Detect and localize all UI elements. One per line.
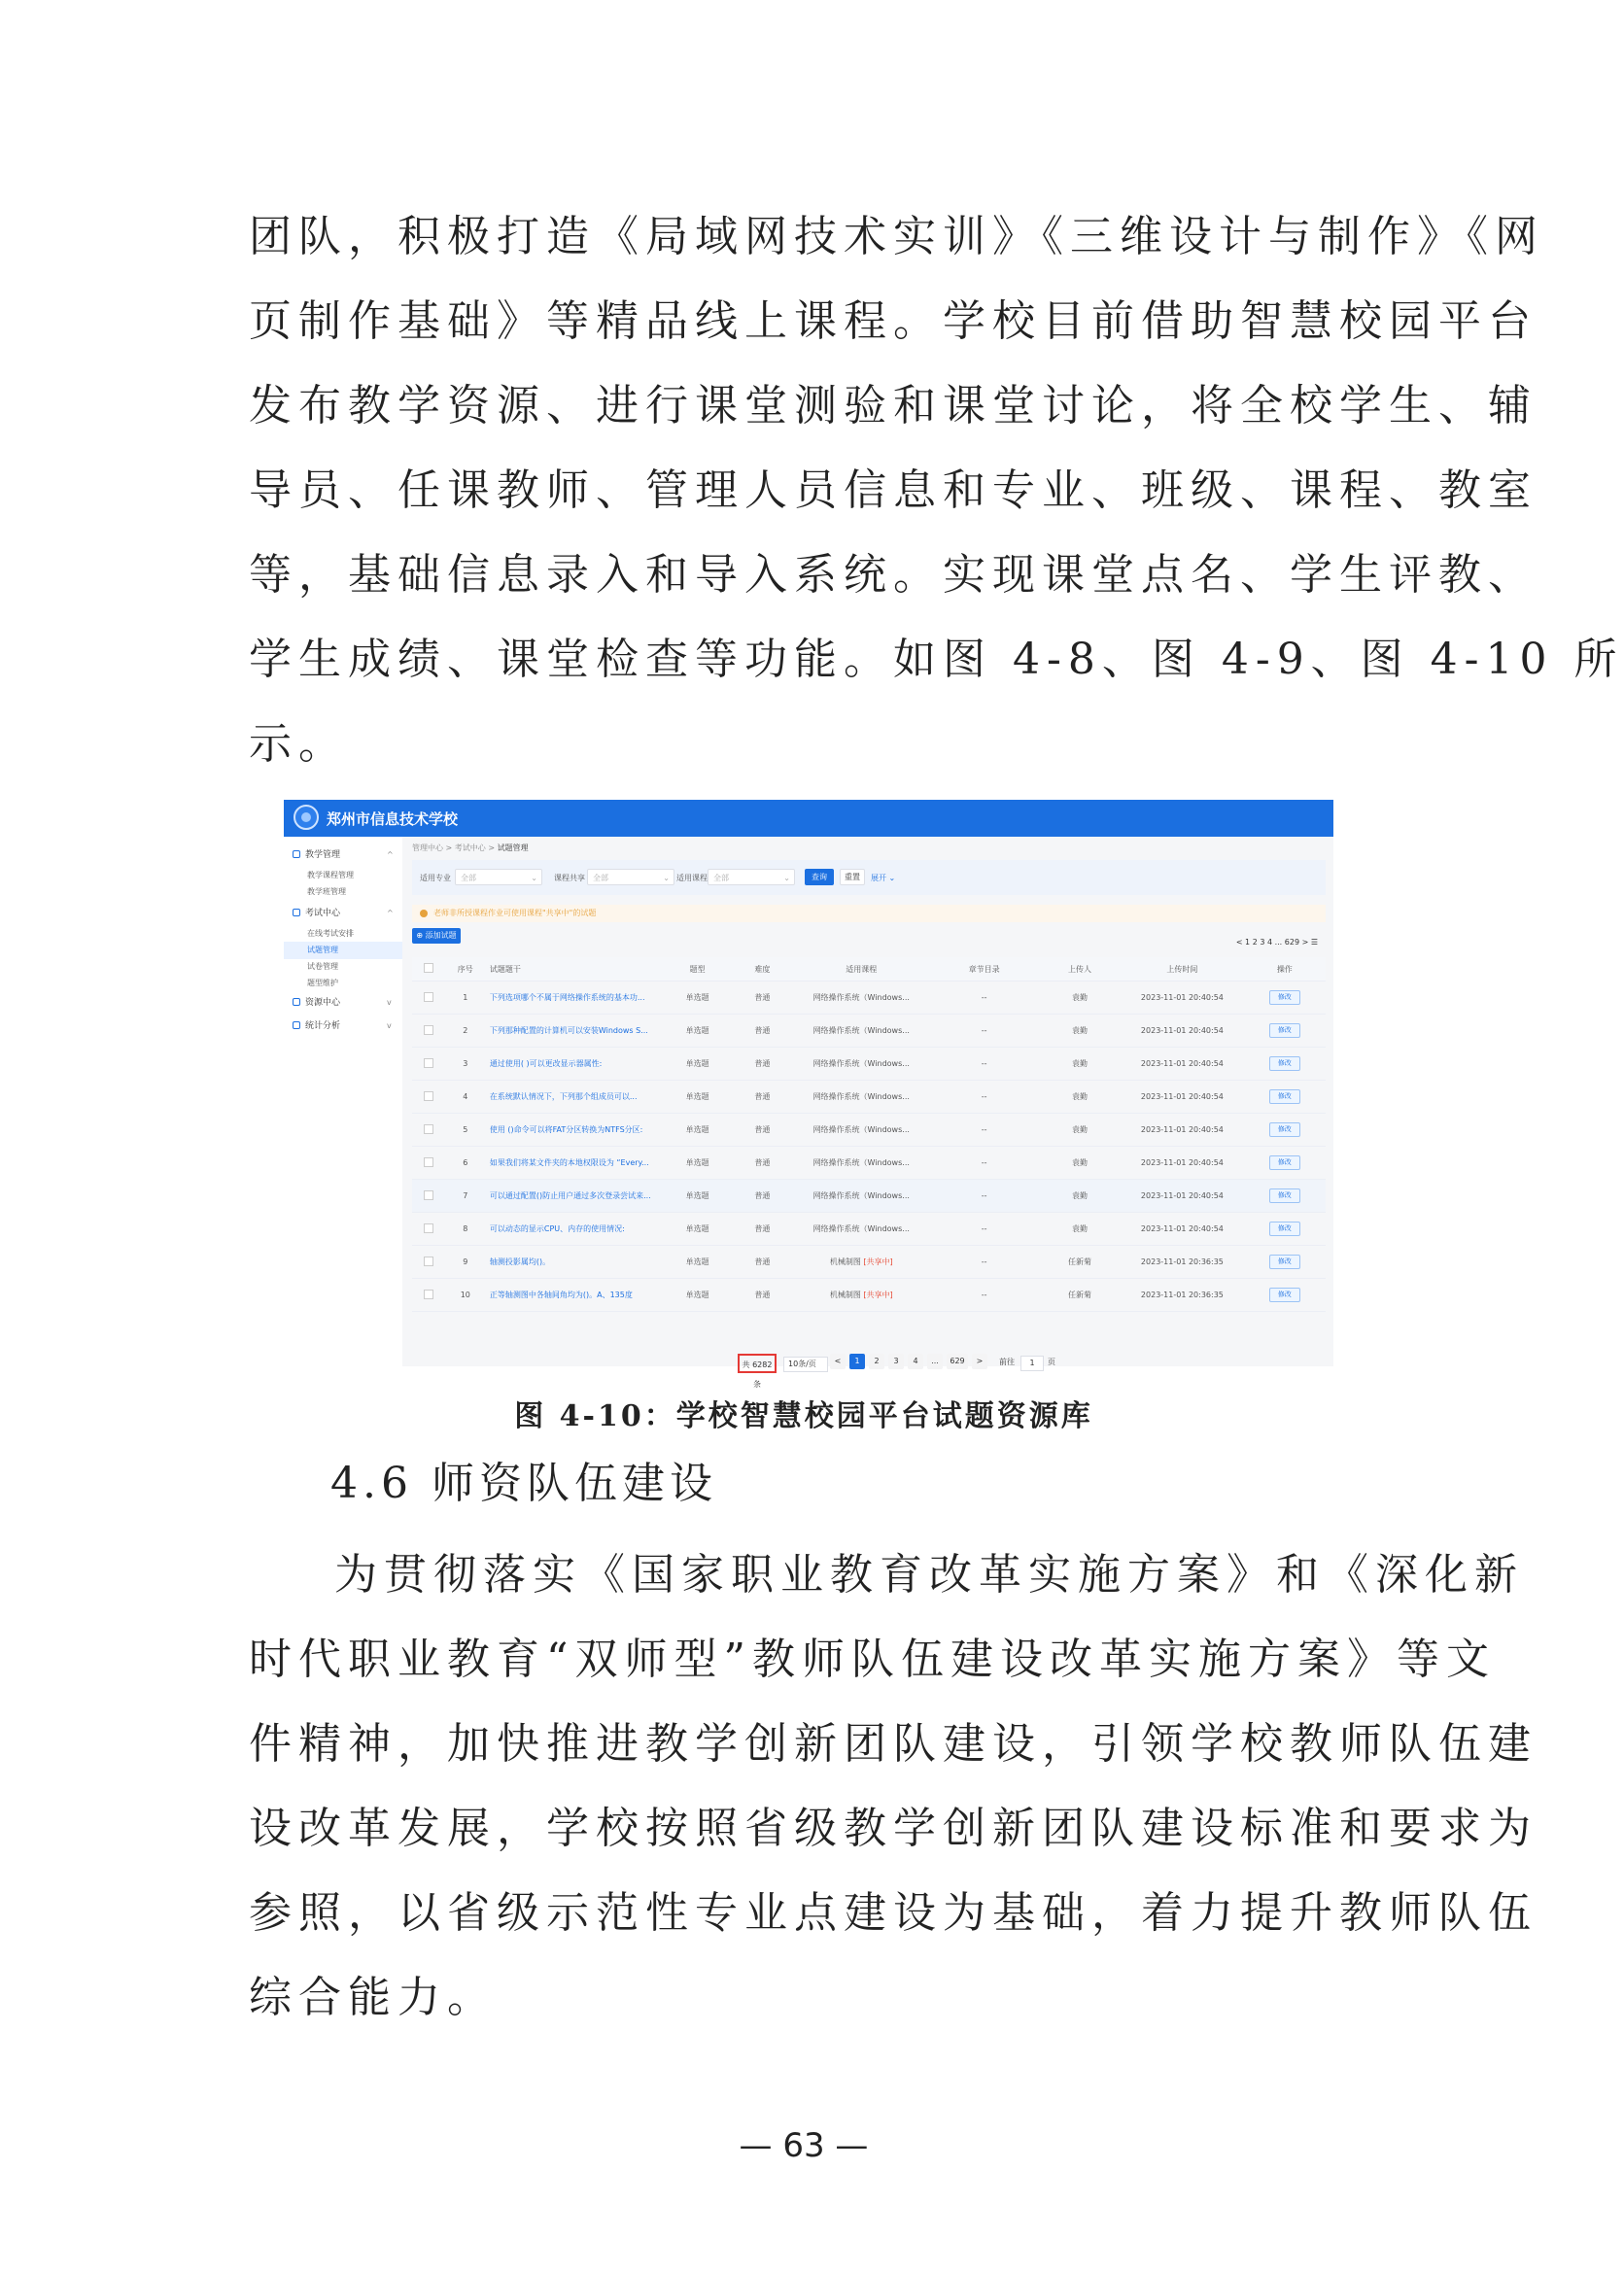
column-header: 适用课程 xyxy=(793,957,930,982)
paragraph-1 xyxy=(249,194,1624,786)
course-name: 网络操作系统（Windows... xyxy=(812,1191,910,1200)
row-number: 1 xyxy=(445,982,486,1015)
course-cell xyxy=(793,1015,930,1048)
page-2-button[interactable]: 2 xyxy=(869,1354,884,1369)
sidebar-group-label: 统计分析 xyxy=(305,1021,341,1031)
action-cell xyxy=(1244,1147,1326,1180)
question-title-link[interactable]: 下列那种配置的计算机可以安装Windows S... xyxy=(486,1015,664,1048)
filter-label: 适用专业 xyxy=(420,874,451,882)
row-number: 4 xyxy=(445,1081,486,1114)
sidebar-group-resource[interactable] xyxy=(284,994,402,1012)
page-4-button[interactable]: 4 xyxy=(908,1354,923,1369)
question-title-link[interactable]: 可以通过配置()防止用户通过多次登录尝试来... xyxy=(486,1180,664,1213)
question-type: 单选题 xyxy=(664,1081,732,1114)
sidebar-item-label: 在线考试安排 xyxy=(307,929,354,938)
action-cell xyxy=(1244,1246,1326,1279)
chevron-up-icon: ^ xyxy=(387,909,394,917)
table-header xyxy=(412,957,1326,982)
uploader: 袁勤 xyxy=(1039,1015,1121,1048)
sidebar-item-course-manage[interactable] xyxy=(284,867,402,884)
course-name: 网络操作系统（Windows... xyxy=(812,1092,910,1101)
sidebar-item-label: 题型维护 xyxy=(307,979,338,987)
uploader: 袁勤 xyxy=(1039,1213,1121,1246)
table-row xyxy=(412,1048,1326,1081)
select-value: 全部 xyxy=(593,874,608,882)
teaching-icon xyxy=(293,850,300,858)
reset-button[interactable]: 重置 xyxy=(840,869,865,885)
question-title-link[interactable]: 如果我们将某文件夹的本地权限设为 “Every... xyxy=(486,1147,664,1180)
text-line: 参照，以省级示范性专业点建设为基础，着力提升教师队伍 xyxy=(249,1888,1538,1938)
goto-unit: 页 xyxy=(1048,1358,1055,1366)
question-title-link[interactable]: 正等轴测图中各轴间角均为()。A、135度 xyxy=(486,1279,664,1312)
course-name: 机械制图 xyxy=(829,1257,861,1266)
chapter: -- xyxy=(929,1279,1038,1312)
question-level: 普通 xyxy=(732,1213,793,1246)
text-line: 学生成绩、课堂检查等功能。如图 4-8、图 4-9、图 4-10 所 xyxy=(249,635,1624,684)
course-cell xyxy=(793,1279,930,1312)
upload-time: 2023-11-01 20:40:54 xyxy=(1121,1180,1243,1213)
plus-icon: ⊕ xyxy=(416,931,424,940)
platform-screenshot xyxy=(284,800,1333,1389)
sidebar-group-label: 考试中心 xyxy=(305,909,341,918)
select-value: 全部 xyxy=(713,874,729,882)
course-cell xyxy=(793,1048,930,1081)
row-number: 3 xyxy=(445,1048,486,1081)
uploader: 袁勤 xyxy=(1039,1114,1121,1147)
table-row xyxy=(412,1213,1326,1246)
sidebar-item-type-maintain[interactable] xyxy=(284,975,402,992)
row-number: 6 xyxy=(445,1147,486,1180)
edit-button[interactable]: 修改 xyxy=(1269,1089,1300,1104)
text-line: 团队，积极打造《局域网技术实训》《三维设计与制作》《网 xyxy=(249,212,1544,261)
course-cell xyxy=(793,1213,930,1246)
select-value: 全部 xyxy=(461,874,476,882)
school-name: 郑州市信息技术学校 xyxy=(327,810,459,828)
course-name: 网络操作系统（Windows... xyxy=(812,1158,910,1167)
edit-button[interactable]: 修改 xyxy=(1269,1023,1300,1038)
uploader: 袁勤 xyxy=(1039,1048,1121,1081)
chapter: -- xyxy=(929,982,1038,1015)
chevron-down-icon: ⌄ xyxy=(783,874,790,882)
question-title-link[interactable]: 轴测投影属均()。 xyxy=(486,1246,664,1279)
uploader: 袁勤 xyxy=(1039,1180,1121,1213)
question-type: 单选题 xyxy=(664,1114,732,1147)
text-line: 导员、任课教师、管理人员信息和专业、班级、课程、教室 xyxy=(249,465,1538,515)
column-header: 上传时间 xyxy=(1121,957,1243,982)
filter-bar xyxy=(412,860,1326,895)
question-title-link[interactable]: 在系统默认情况下，下列那个组成员可以... xyxy=(486,1081,664,1114)
chevron-down-icon: ⌄ xyxy=(531,874,537,882)
share-select[interactable] xyxy=(587,869,674,885)
paragraph-2 xyxy=(249,1533,1538,2040)
action-cell xyxy=(1244,1180,1326,1213)
upload-time: 2023-11-01 20:36:35 xyxy=(1121,1279,1243,1312)
text-line: 设改革发展，学校按照省级教学创新团队建设标准和要求为 xyxy=(249,1804,1538,1853)
action-cell xyxy=(1244,1114,1326,1147)
row-checkbox[interactable] xyxy=(412,1246,445,1279)
table-row xyxy=(412,982,1326,1015)
course-name: 网络操作系统（Windows... xyxy=(812,1224,910,1233)
sidebar-item-label: 试题管理 xyxy=(307,946,338,954)
table-row xyxy=(412,1246,1326,1279)
upload-time: 2023-11-01 20:40:54 xyxy=(1121,1048,1243,1081)
upload-time: 2023-11-01 20:40:54 xyxy=(1121,982,1243,1015)
action-cell xyxy=(1244,1279,1326,1312)
question-level: 普通 xyxy=(732,1147,793,1180)
page-ellipsis[interactable]: ... xyxy=(927,1354,943,1369)
edit-button[interactable]: 修改 xyxy=(1269,990,1300,1005)
question-type: 单选题 xyxy=(664,1180,732,1213)
row-number: 2 xyxy=(445,1015,486,1048)
major-select[interactable] xyxy=(455,869,542,885)
course-cell xyxy=(793,1081,930,1114)
stats-icon xyxy=(293,1021,300,1029)
text-line: 等，基础信息录入和导入系统。实现课堂点名、学生评教、 xyxy=(249,550,1538,600)
column-header: 章节目录 xyxy=(929,957,1038,982)
expand-label: 展开 xyxy=(871,874,886,882)
column-header: 上传人 xyxy=(1039,957,1121,982)
edit-button[interactable]: 修改 xyxy=(1269,1288,1300,1302)
sidebar-item-label: 教学班管理 xyxy=(307,887,346,896)
goto-page-input[interactable]: 1 xyxy=(1020,1356,1044,1371)
question-level: 普通 xyxy=(732,1114,793,1147)
sidebar-item-label: 教学课程管理 xyxy=(307,871,354,879)
row-number: 5 xyxy=(445,1114,486,1147)
question-type: 单选题 xyxy=(664,1279,732,1312)
row-checkbox[interactable] xyxy=(412,1048,445,1081)
bottom-pagination xyxy=(412,1354,1326,1389)
chapter: -- xyxy=(929,1048,1038,1081)
edit-button[interactable]: 修改 xyxy=(1269,1255,1300,1269)
row-checkbox[interactable] xyxy=(412,1180,445,1213)
question-level: 普通 xyxy=(732,1048,793,1081)
notice-text: 老师非所授课程作业可使用课程"共享中"的试题 xyxy=(433,909,597,917)
share-tag: [共享中] xyxy=(863,1291,893,1299)
uploader: 袁勤 xyxy=(1039,982,1121,1015)
action-cell xyxy=(1244,1015,1326,1048)
sidebar-group-label: 资源中心 xyxy=(305,998,341,1008)
sidebar-group-teaching[interactable] xyxy=(284,846,402,864)
course-cell xyxy=(793,1180,930,1213)
question-type: 单选题 xyxy=(664,1213,732,1246)
action-cell xyxy=(1244,982,1326,1015)
course-cell xyxy=(793,1147,930,1180)
chapter: -- xyxy=(929,1015,1038,1048)
text-line: 为贯彻落实《国家职业教育改革实施方案》和《深化新 xyxy=(334,1550,1524,1600)
row-checkbox[interactable] xyxy=(412,1015,445,1048)
text-line: 页制作基础》等精品线上课程。学校目前借助智慧校园平台 xyxy=(249,296,1538,346)
chevron-down-icon: v xyxy=(387,998,392,1007)
question-type: 单选题 xyxy=(664,1147,732,1180)
row-checkbox[interactable] xyxy=(412,1114,445,1147)
breadcrumb-item[interactable]: 管理中心 xyxy=(412,844,443,852)
edit-button[interactable]: 修改 xyxy=(1269,1056,1300,1071)
expand-button[interactable]: 展开 ⌄ xyxy=(871,874,896,882)
question-level: 普通 xyxy=(732,1015,793,1048)
upload-time: 2023-11-01 20:36:35 xyxy=(1121,1246,1243,1279)
search-button[interactable]: 查询 xyxy=(805,869,834,885)
figure-caption: 图 4-10：学校智慧校园平台试题资源库 xyxy=(514,1399,1093,1433)
school-logo-icon xyxy=(294,805,319,830)
column-header: 操作 xyxy=(1244,957,1326,982)
breadcrumb-separator: > xyxy=(445,844,453,852)
chapter: -- xyxy=(929,1114,1038,1147)
course-select[interactable] xyxy=(708,869,795,885)
chevron-down-icon: ⌄ xyxy=(663,874,670,882)
upload-time: 2023-11-01 20:40:54 xyxy=(1121,1114,1243,1147)
question-type: 单选题 xyxy=(664,982,732,1015)
row-checkbox[interactable] xyxy=(412,1081,445,1114)
share-tag: [共享中] xyxy=(863,1257,893,1266)
page-1-button[interactable]: 1 xyxy=(849,1354,865,1369)
course-name: 网络操作系统（Windows... xyxy=(812,993,910,1002)
uploader: 任新菊 xyxy=(1039,1246,1121,1279)
text-line: 示。 xyxy=(249,719,348,769)
sidebar xyxy=(284,837,403,1366)
upload-time: 2023-11-01 20:40:54 xyxy=(1121,1081,1243,1114)
exam-icon xyxy=(293,909,300,916)
question-level: 普通 xyxy=(732,1081,793,1114)
table-row xyxy=(412,1015,1326,1048)
sidebar-group-exam[interactable] xyxy=(284,905,402,922)
row-number: 8 xyxy=(445,1213,486,1246)
sidebar-item-paper-manage[interactable] xyxy=(284,958,402,976)
chapter: -- xyxy=(929,1147,1038,1180)
edit-button[interactable]: 修改 xyxy=(1269,1155,1300,1170)
chevron-down-icon: v xyxy=(387,1021,392,1030)
table-row xyxy=(412,1180,1326,1213)
course-name: 网络操作系统（Windows... xyxy=(812,1125,910,1134)
text-line: 时代职业教育“双师型”教师队伍建设改革实施方案》等文 xyxy=(249,1635,1496,1684)
sidebar-item-online-exam[interactable] xyxy=(284,925,402,943)
question-level: 普通 xyxy=(732,982,793,1015)
table-row xyxy=(412,1114,1326,1147)
text-line: 发布教学资源、进行课堂测验和课堂讨论，将全校学生、辅 xyxy=(249,381,1538,430)
question-level: 普通 xyxy=(732,1180,793,1213)
row-number: 7 xyxy=(445,1180,486,1213)
row-checkbox[interactable] xyxy=(412,1147,445,1180)
table-row xyxy=(412,1279,1326,1312)
course-cell xyxy=(793,1246,930,1279)
row-checkbox[interactable] xyxy=(412,1279,445,1312)
column-header: 试题题干 xyxy=(486,957,664,982)
sidebar-group-stats[interactable] xyxy=(284,1017,402,1035)
add-question-button[interactable] xyxy=(412,928,461,944)
breadcrumb xyxy=(412,843,529,853)
filter-label: 适用课程 xyxy=(676,874,708,882)
question-title-link[interactable]: 使用 ()命令可以将FAT分区转换为NTFS分区: xyxy=(486,1114,664,1147)
page-number: — 63 — xyxy=(739,2126,869,2165)
upload-time: 2023-11-01 20:40:54 xyxy=(1121,1015,1243,1048)
course-name: 机械制图 xyxy=(829,1291,861,1299)
page-last-button[interactable]: 629 xyxy=(947,1354,968,1369)
page-size-select[interactable] xyxy=(783,1357,828,1372)
course-name: 网络操作系统（Windows... xyxy=(812,1059,910,1068)
row-checkbox[interactable] xyxy=(412,982,445,1015)
total-count: 共 6282 条 xyxy=(738,1354,777,1373)
column-header: 难度 xyxy=(732,957,793,982)
action-cell xyxy=(1244,1213,1326,1246)
question-title-link[interactable]: 通过使用( )可以更改显示器属性: xyxy=(486,1048,664,1081)
action-cell xyxy=(1244,1081,1326,1114)
sidebar-item-label: 试卷管理 xyxy=(307,962,338,971)
course-cell xyxy=(793,1114,930,1147)
question-type: 单选题 xyxy=(664,1048,732,1081)
goto-label: 前往 xyxy=(999,1358,1015,1366)
edit-button[interactable]: 修改 xyxy=(1269,1222,1300,1236)
resource-icon xyxy=(293,998,300,1006)
prev-page-button[interactable]: < xyxy=(830,1354,846,1369)
question-level: 普通 xyxy=(732,1246,793,1279)
uploader: 袁勤 xyxy=(1039,1147,1121,1180)
edit-button[interactable]: 修改 xyxy=(1269,1122,1300,1137)
sidebar-item-class-manage[interactable] xyxy=(284,883,402,901)
page-size-value: 10条/页 xyxy=(788,1360,816,1368)
breadcrumb-separator: > xyxy=(488,844,496,852)
sidebar-item-question-manage[interactable] xyxy=(284,942,402,959)
chapter: -- xyxy=(929,1180,1038,1213)
uploader: 任新菊 xyxy=(1039,1279,1121,1312)
text-line: 件精神，加快推进教学创新团队建设，引领学校教师队伍建 xyxy=(249,1719,1538,1769)
question-level: 普通 xyxy=(732,1279,793,1312)
column-header: 序号 xyxy=(445,957,486,982)
course-name: 网络操作系统（Windows... xyxy=(812,1026,910,1035)
action-cell xyxy=(1244,1048,1326,1081)
course-cell xyxy=(793,982,930,1015)
upload-time: 2023-11-01 20:40:54 xyxy=(1121,1147,1243,1180)
next-page-button[interactable]: > xyxy=(972,1354,987,1369)
page-3-button[interactable]: 3 xyxy=(888,1354,904,1369)
section-heading: 4.6 师资队伍建设 xyxy=(330,1459,717,1508)
pagination-text: < 1 2 3 4 ... 629 > xyxy=(1235,938,1309,947)
chevron-up-icon: ^ xyxy=(387,850,394,859)
question-title-link[interactable]: 可以动态的显示CPU、内存的使用情况: xyxy=(486,1213,664,1246)
notice-bar xyxy=(412,905,1326,922)
upload-time: 2023-11-01 20:40:54 xyxy=(1121,1213,1243,1246)
question-type: 单选题 xyxy=(664,1246,732,1279)
breadcrumb-item[interactable]: 考试中心 xyxy=(454,844,486,852)
column-header: 题型 xyxy=(664,957,732,982)
row-number: 10 xyxy=(445,1279,486,1312)
top-pagination[interactable] xyxy=(1236,938,1318,947)
main-content xyxy=(402,837,1333,1389)
filter-label: 课程共享 xyxy=(554,874,585,882)
edit-button[interactable]: 修改 xyxy=(1269,1188,1300,1203)
chapter: -- xyxy=(929,1081,1038,1114)
warning-icon xyxy=(420,910,428,917)
settings-icon[interactable]: ☰ xyxy=(1310,938,1318,947)
question-type: 单选题 xyxy=(664,1015,732,1048)
row-checkbox[interactable] xyxy=(412,1213,445,1246)
chapter: -- xyxy=(929,1246,1038,1279)
text-line: 综合能力。 xyxy=(249,1973,497,2022)
uploader: 袁勤 xyxy=(1039,1081,1121,1114)
table-row xyxy=(412,1081,1326,1114)
table-row xyxy=(412,1147,1326,1180)
question-table xyxy=(412,957,1326,1312)
top-bar xyxy=(284,800,1333,837)
add-question-label: 添加试题 xyxy=(425,931,457,940)
sidebar-group-label: 教学管理 xyxy=(305,850,341,860)
breadcrumb-current: 试题管理 xyxy=(497,844,529,852)
chapter: -- xyxy=(929,1213,1038,1246)
question-title-link[interactable]: 下列选项哪个不属于网络操作系统的基本功... xyxy=(486,982,664,1015)
row-number: 9 xyxy=(445,1246,486,1279)
select-all-checkbox[interactable] xyxy=(412,957,445,982)
